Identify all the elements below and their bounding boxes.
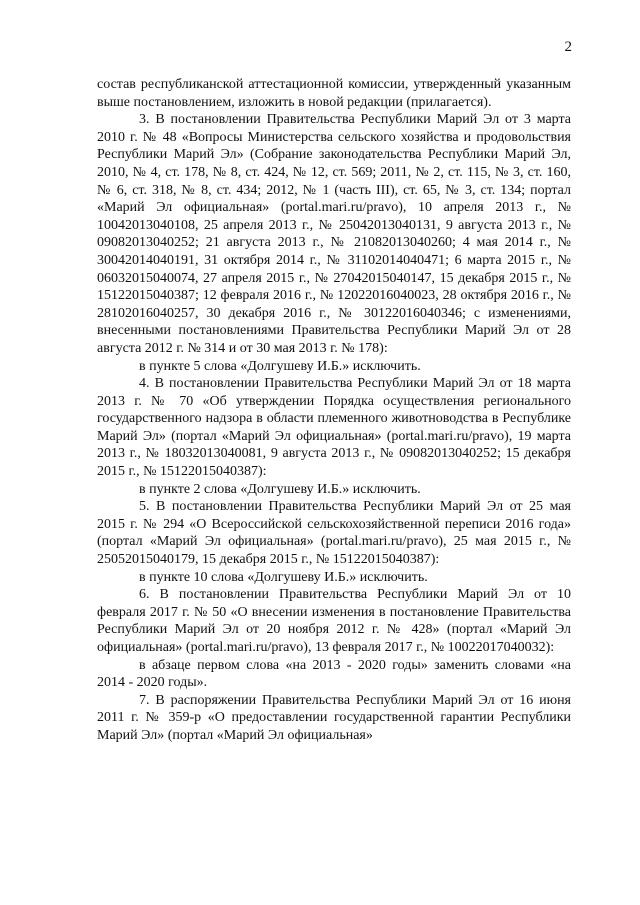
paragraph-item-4-change: в пункте 2 слова «Долгушеву И.Б.» исключить. bbox=[139, 481, 421, 497]
paragraph-item-4: 4. В постановлении Правительства Республики Марий Эл от 18 марта 2013 г. № 70 «Об утверждении Порядка осуществления регионального государственного надзора в области племенного животноводства в Республике Марий Эл» (портал «Марий Эл официальная» (portal.mari.ru/pravo), 19 марта 2013 г., № 18032013040081, 9 августа 2013 г., № 09082013040252; 15 декабря 2015 г., № 15122015040387): bbox=[97, 376, 571, 480]
paragraph-item-5: 5. В постановлении Правительства Республики Марий Эл от 25 мая 2015 г. № 294 «О Всероссийской сельскохозяйственной переписи 2016 года» (портал «Марий Эл официальная» (portal.mari.ru/pravo), 25 мая 2015 г., № 25052015040179, 15 декабря 2015 г., № 15122015040387): bbox=[97, 499, 571, 568]
paragraph-commission-text: состав республиканской аттестационной комиссии, утвержденный указанным выше постановлением, изложить в новой редакции (прилагается). bbox=[97, 77, 571, 110]
paragraph-item-3: 3. В постановлении Правительства Республики Марий Эл от 3 марта 2010 г. № 48 «Вопросы Министерства сельского хозяйства и продовольствия Республики Марий Эл» (Собрание законодательства Республики Марий Эл, 2010, № 4, ст. 178, № 8, ст. 424, № 12, ст. 569; 2011, № 2, ст. 115, № 3, ст. 160, № 6, ст. 318, № 8, ст. 434; 2012, № 1 (часть III), ст. 65, № 3, ст. 134; портал «Марий Эл официальная» (portal.mari.ru/pravo), 10 апреля 2013 г., № 10042013040108, 25 апреля 2013 г., № 25042013040131, 9 августа 2013 г., № 09082013040252; 21 августа 2013 г., № 21082013040260; 4 мая 2014 г., № 30042014040191, 31 октября 2014 г., № 31102014040471; 6 марта 2015 г., № 06032015040074, 27 апреля 2015 г., № 27042015040147, 15 декабря 2015 г., № 15122015040387; 12 февраля 2016 г., № 12022016040023, 28 октября 2016 г., № 28102016040257, 30 декабря 2016 г., № 30122016040346; с изменениями, внесенными постановлениями Правительства Республики Марий Эл от 28 августа 2012 г. № 314 и от 30 мая 2013 г. № 178): bbox=[97, 112, 571, 356]
paragraph-item-6-change: в абзаце первом слова «на 2013 - 2020 годы» заменить словами «на 2014 - 2020 годы». bbox=[97, 657, 571, 691]
page-number: 2 bbox=[564, 39, 572, 55]
paragraph-item-6: 6. В постановлении Правительства Республики Марий Эл от 10 февраля 2017 г. № 50 «О внесении изменения в постановление Правительства Республики Марий Эл от 20 ноября 2012 г. № 428» (портал «Марий Эл официальная» (portal.mari.ru/pravo), 13 февраля 2017 г., № 10022017040032): bbox=[97, 587, 571, 655]
paragraph-item-5-change: в пункте 10 слова «Долгушеву И.Б.» исключить. bbox=[139, 569, 428, 585]
document-body bbox=[97, 76, 571, 745]
paragraph-item-3-change: в пункте 5 слова «Долгушеву И.Б.» исключить. bbox=[139, 358, 421, 374]
paragraph-item-7: 7. В распоряжении Правительства Республики Марий Эл от 16 июня 2011 г. № 359-р «О предоставлении государственной гарантии Республики Марий Эл» (портал «Марий Эл официальная» bbox=[97, 692, 571, 743]
